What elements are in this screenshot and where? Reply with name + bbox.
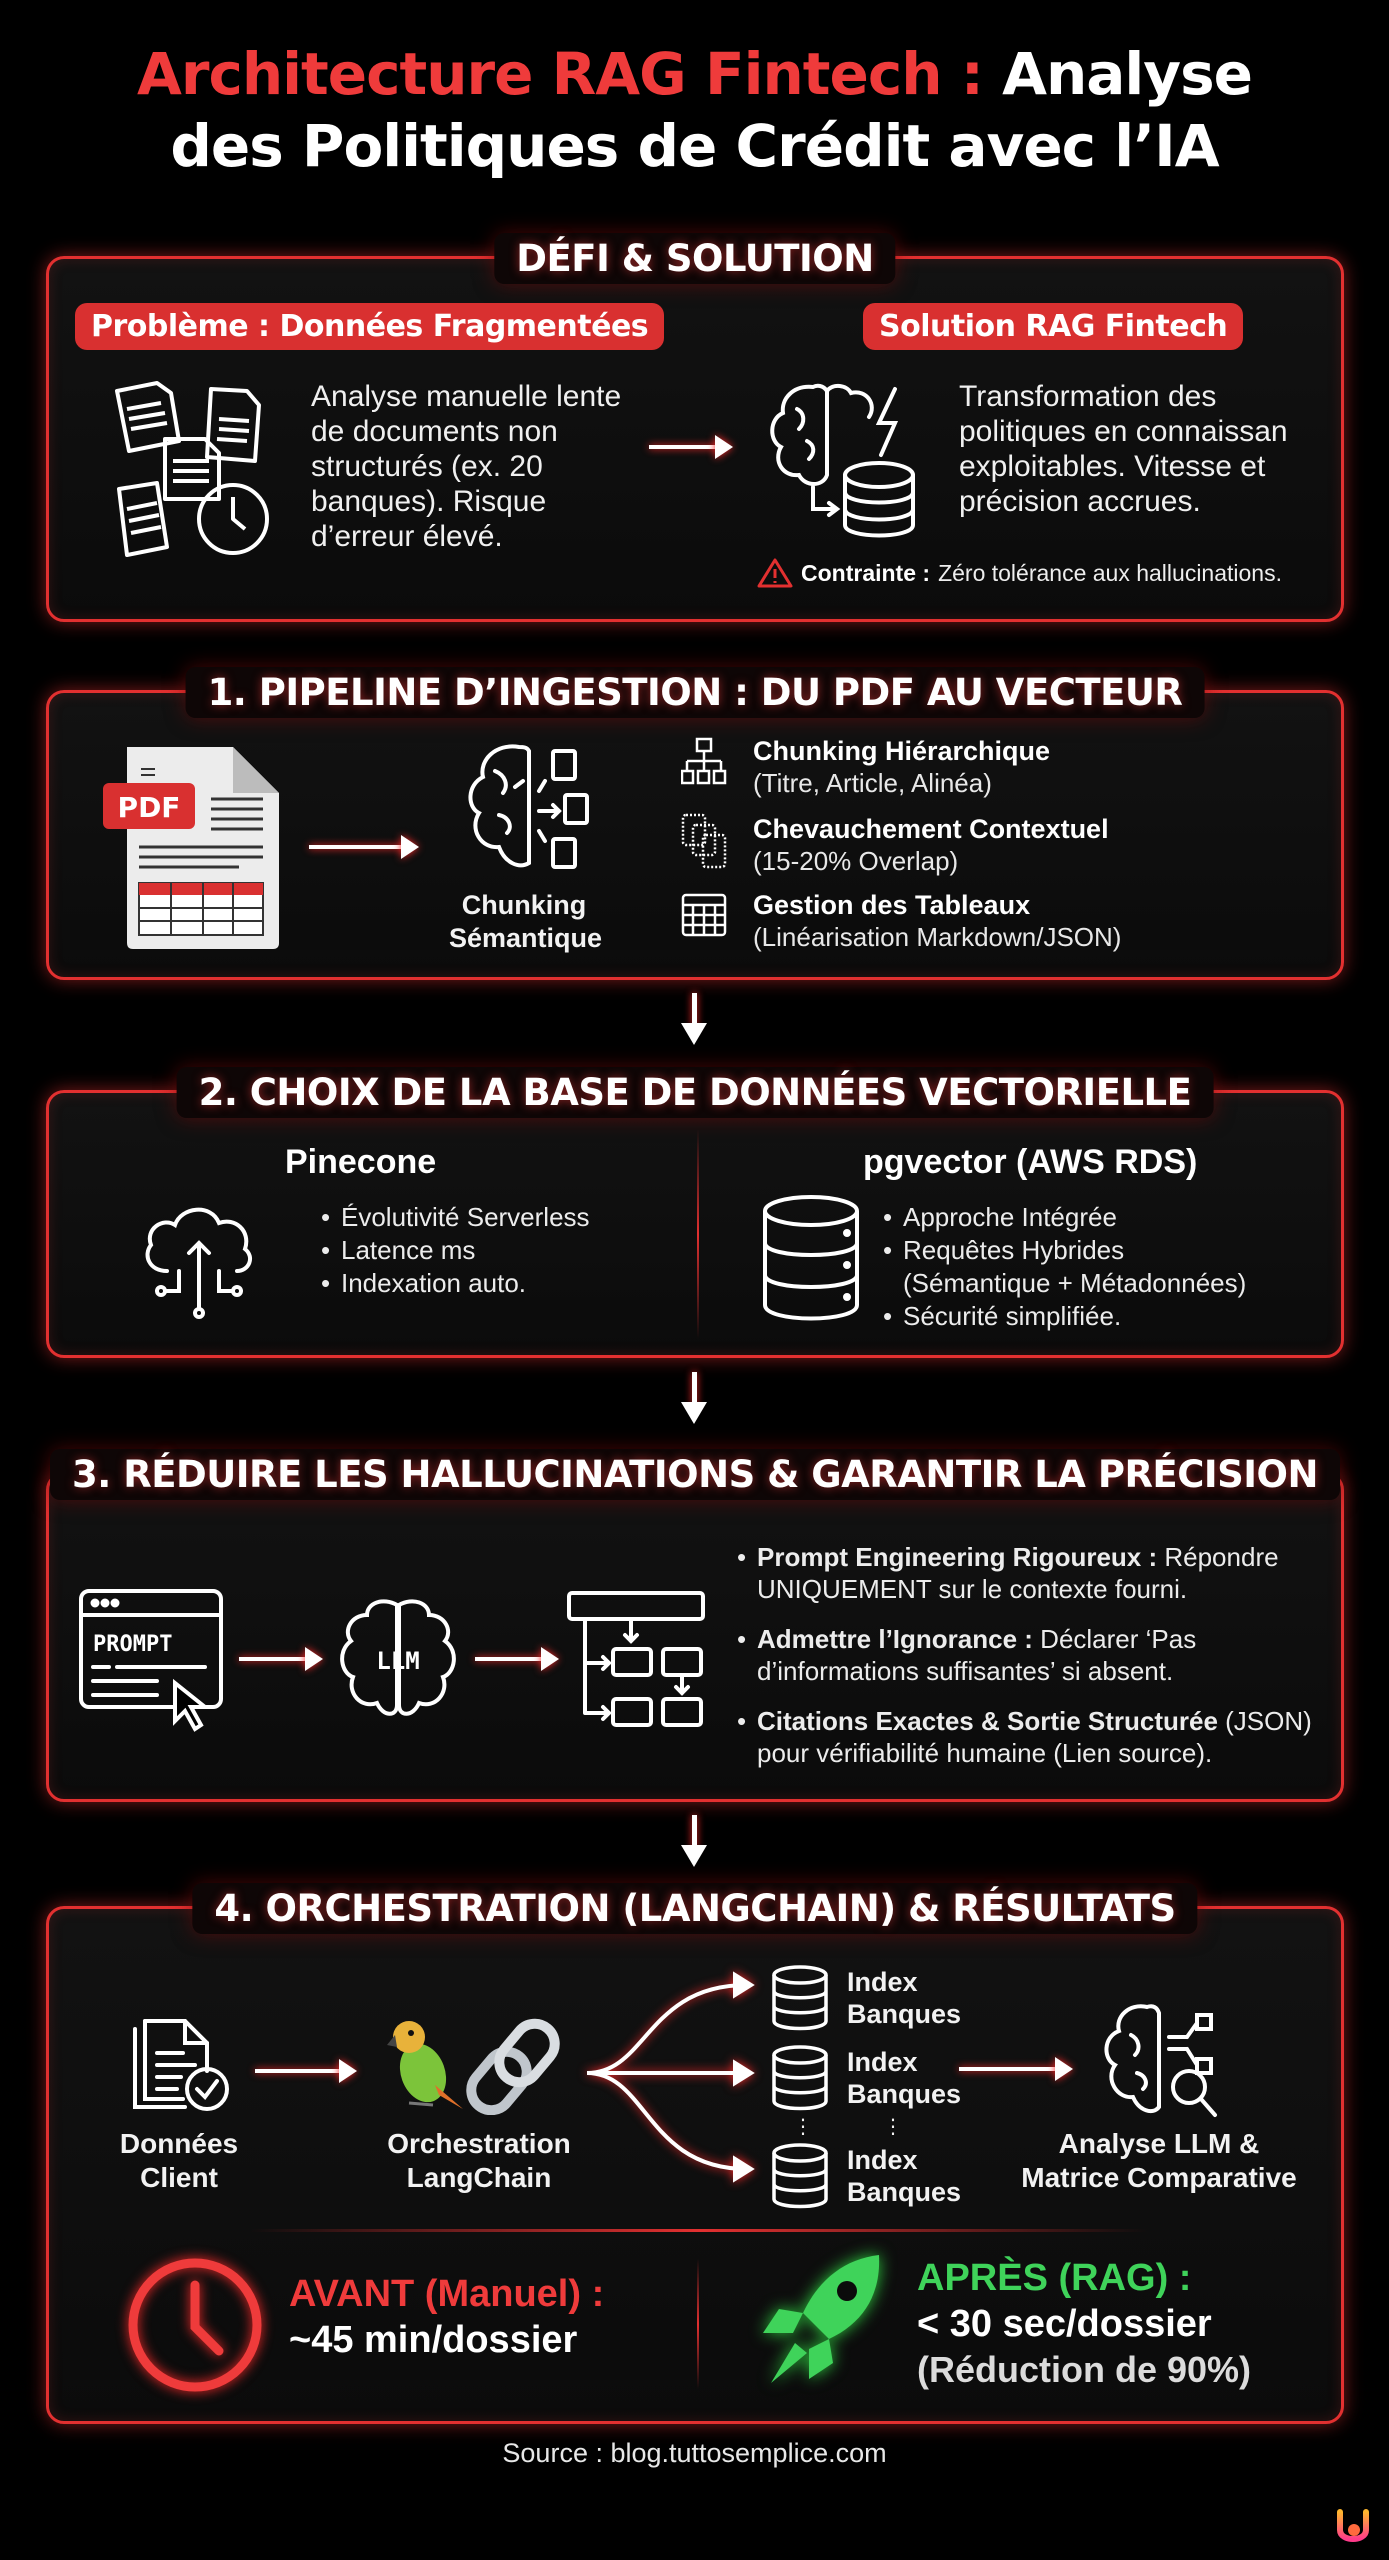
- semantic-chunking-icon: [449, 741, 599, 881]
- pdf-to-chunking-arrow: [309, 845, 405, 849]
- point-item: [735, 1623, 1335, 1687]
- database-icon: [771, 1965, 829, 2031]
- connector-arrow-3-4: [692, 1815, 697, 1849]
- bullet-item: • Sécurité simplifiée.: [881, 1300, 1246, 1333]
- panel-pipeline: [46, 671, 1344, 980]
- bullet-item: • Requêtes Hybrides: [881, 1234, 1246, 1267]
- prompt-window-icon: [77, 1587, 227, 1737]
- solution-line: politiques en connaissan: [959, 415, 1288, 448]
- point-text: Déclarer ‘Pas d’informations suffisantes’ si absent.: [757, 1624, 1197, 1686]
- after-value: < 30 sec/dossier: [917, 2303, 1212, 2345]
- client-label-line: Données: [119, 2128, 239, 2159]
- point-item: [735, 1705, 1335, 1769]
- table-icon: [681, 889, 727, 953]
- client-to-langchain-arrow: [255, 2069, 343, 2073]
- vertical-divider: [697, 1129, 699, 1339]
- pdf-document-icon: [99, 743, 289, 953]
- bullet-item: • Évolutivité Serverless: [319, 1201, 590, 1234]
- constraint-text: Zéro tolérance aux hallucinations.: [938, 559, 1282, 586]
- bullet-continuation: (Sémantique + Métadonnées): [903, 1268, 1247, 1298]
- connector-arrow-1-2: [692, 993, 697, 1027]
- solution-line: précision accrues.: [959, 485, 1201, 518]
- analysis-label-line: Analyse LLM &: [1058, 2128, 1260, 2159]
- problem-badge: Problème : Données Fragmentées: [75, 303, 664, 350]
- pipeline-item-title: Gestion des Tableaux: [753, 890, 1031, 920]
- solution-badge: Solution RAG Fintech: [863, 303, 1243, 350]
- constraint-label: Contrainte :: [801, 559, 931, 586]
- point-text: (JSON) pour vérifiabilité humaine (Lien source).: [757, 1706, 1312, 1768]
- langchain-label-line: LangChain: [406, 2162, 552, 2193]
- chunking-label-line: Sémantique: [449, 923, 603, 953]
- chunking-label: [449, 889, 603, 955]
- results-divider: [249, 2229, 1149, 2232]
- panel-title-defi: DÉFI & SOLUTION: [494, 233, 895, 284]
- page-title: [0, 38, 1389, 182]
- pinecone-bullets: [319, 1201, 590, 1300]
- structured-output-icon: [565, 1587, 709, 1727]
- index-list: [771, 1959, 961, 2215]
- langchain-label-line: Orchestration: [387, 2128, 571, 2159]
- point-item: [735, 1541, 1335, 1605]
- title-accent: Architecture RAG Fintech :: [137, 40, 983, 108]
- index-label: Banques: [847, 1999, 962, 2029]
- fan-out-arrows: [587, 1969, 767, 2199]
- prompt-label: PROMPT: [93, 1632, 173, 1657]
- rocket-icon: [749, 2249, 889, 2399]
- panel-title-pipeline: 1. PIPELINE D’INGESTION : DU PDF AU VECTEUR: [186, 667, 1205, 718]
- index-label: Banques: [847, 2079, 962, 2109]
- pipeline-item-overlap: [681, 813, 1109, 877]
- clock-icon: [125, 2255, 265, 2395]
- solution-line: exploitables. Vitesse et: [959, 450, 1266, 483]
- index-label: Index: [847, 2145, 918, 2175]
- client-data-icon: [125, 2007, 235, 2117]
- panel-orchestration: [46, 1887, 1344, 2424]
- solution-line: Transformation des: [959, 380, 1217, 413]
- brand-logo-icon: [1336, 2508, 1370, 2548]
- problem-text: [311, 379, 621, 554]
- ellipsis: ⋮: [793, 2116, 813, 2138]
- pgvector-bullets: [881, 1201, 1246, 1333]
- problem-line: Analyse manuelle lente: [311, 380, 622, 413]
- point-bold: Citations Exactes & Sortie Structurée: [757, 1706, 1218, 1736]
- langchain-parrot-chain-icon: [379, 2015, 569, 2115]
- index-item: [771, 1959, 961, 2037]
- llm-brain-icon: [333, 1595, 463, 1725]
- source-footer: Source : blog.tuttosemplice.com: [502, 2438, 887, 2468]
- index-item: [771, 2137, 961, 2215]
- before-result: [289, 2271, 604, 2363]
- pipeline-item-detail: (Titre, Article, Alinéa): [753, 768, 992, 798]
- bullet-item: • Indexation auto.: [319, 1267, 590, 1300]
- index-label: Index: [847, 1967, 918, 1997]
- title-line1-rest: Analyse: [1002, 40, 1252, 108]
- pipeline-item-title: Chunking Hiérarchique: [753, 736, 1051, 766]
- pdf-label: PDF: [117, 791, 181, 824]
- brain-database-icon: [763, 379, 933, 539]
- bullet-item: • Approche Intégrée: [881, 1201, 1246, 1234]
- point-bold: Prompt Engineering Rigoureux :: [757, 1542, 1158, 1572]
- database-icon: [759, 1193, 869, 1323]
- option-name-pgvector: pgvector (AWS RDS): [863, 1143, 1198, 1181]
- panel-title-hallucinations: 3. RÉDUIRE LES HALLUCINATIONS & GARANTIR LA PRÉCISION: [50, 1449, 1340, 1500]
- index-label: Index: [847, 2047, 918, 2077]
- point-bold: Admettre l’Ignorance :: [757, 1624, 1033, 1654]
- option-name-pinecone: Pinecone: [285, 1143, 437, 1181]
- analysis-label: [1009, 2127, 1309, 2195]
- brain-analysis-icon: [1093, 2001, 1223, 2121]
- llm-to-output-arrow: [475, 1657, 545, 1661]
- index-item: [771, 2039, 961, 2117]
- hallucination-points: [735, 1541, 1335, 1769]
- after-result: [917, 2255, 1251, 2393]
- pipeline-item-tables: [681, 889, 1121, 953]
- point-text: Répondre UNIQUEMENT sur le contexte fourni.: [757, 1542, 1279, 1604]
- chunking-label-line: Chunking: [461, 890, 587, 920]
- connector-arrow-2-3: [692, 1372, 697, 1406]
- client-data-label: [89, 2127, 269, 2195]
- cloud-upload-icon: [139, 1199, 259, 1329]
- before-value: ~45 min/dossier: [289, 2319, 578, 2361]
- prompt-to-llm-arrow: [239, 1657, 309, 1661]
- pipeline-item-detail: (15-20% Overlap): [753, 846, 959, 876]
- langchain-label: [359, 2127, 599, 2195]
- problem-to-solution-arrow: [649, 445, 719, 449]
- panel-title-orchestration: 4. ORCHESTRATION (LANGCHAIN) & RÉSULTATS: [192, 1883, 1197, 1934]
- documents-clock-icon: [109, 379, 279, 559]
- panel-title-vector-db: 2. CHOIX DE LA BASE DE DONNÉES VECTORIELLE: [177, 1067, 1214, 1118]
- llm-label: LLM: [376, 1647, 420, 1675]
- index-label: Banques: [847, 2177, 962, 2207]
- database-icon: [771, 2143, 829, 2209]
- pipeline-item-hierarchical: [681, 735, 1050, 799]
- analysis-label-line: Matrice Comparative: [1021, 2162, 1297, 2193]
- pipeline-item-detail: (Linéarisation Markdown/JSON): [753, 922, 1122, 952]
- database-icon: [771, 2045, 829, 2111]
- overlap-icon: [681, 813, 727, 877]
- ellipsis: ⋮: [883, 2116, 903, 2138]
- bullet-item: • Latence ms: [319, 1234, 590, 1267]
- after-label: APRÈS (RAG) :: [917, 2257, 1192, 2299]
- constraint-note: [757, 557, 1282, 589]
- panel-defi-solution: [46, 237, 1344, 622]
- title-line2: des Politiques de Crédit avec l’IA: [170, 112, 1219, 180]
- before-label: AVANT (Manuel) :: [289, 2273, 605, 2315]
- panel-vector-db: [46, 1071, 1344, 1358]
- panel-hallucinations: [46, 1453, 1344, 1802]
- solution-text: [959, 379, 1288, 519]
- warning-icon: [757, 557, 793, 589]
- index-to-analysis-arrow: [959, 2067, 1059, 2071]
- problem-line: structurés (ex. 20: [311, 450, 543, 483]
- problem-line: d’erreur élevé.: [311, 520, 503, 553]
- pipeline-item-title: Chevauchement Contextuel: [753, 814, 1109, 844]
- results-vertical-divider: [697, 2259, 699, 2389]
- index-ellipsis: [771, 2117, 961, 2137]
- problem-line: banques). Risque: [311, 485, 547, 518]
- after-detail: (Réduction de 90%): [917, 2349, 1252, 2390]
- hierarchy-icon: [681, 735, 727, 799]
- problem-line: de documents non: [311, 415, 558, 448]
- client-label-line: Client: [140, 2162, 218, 2193]
